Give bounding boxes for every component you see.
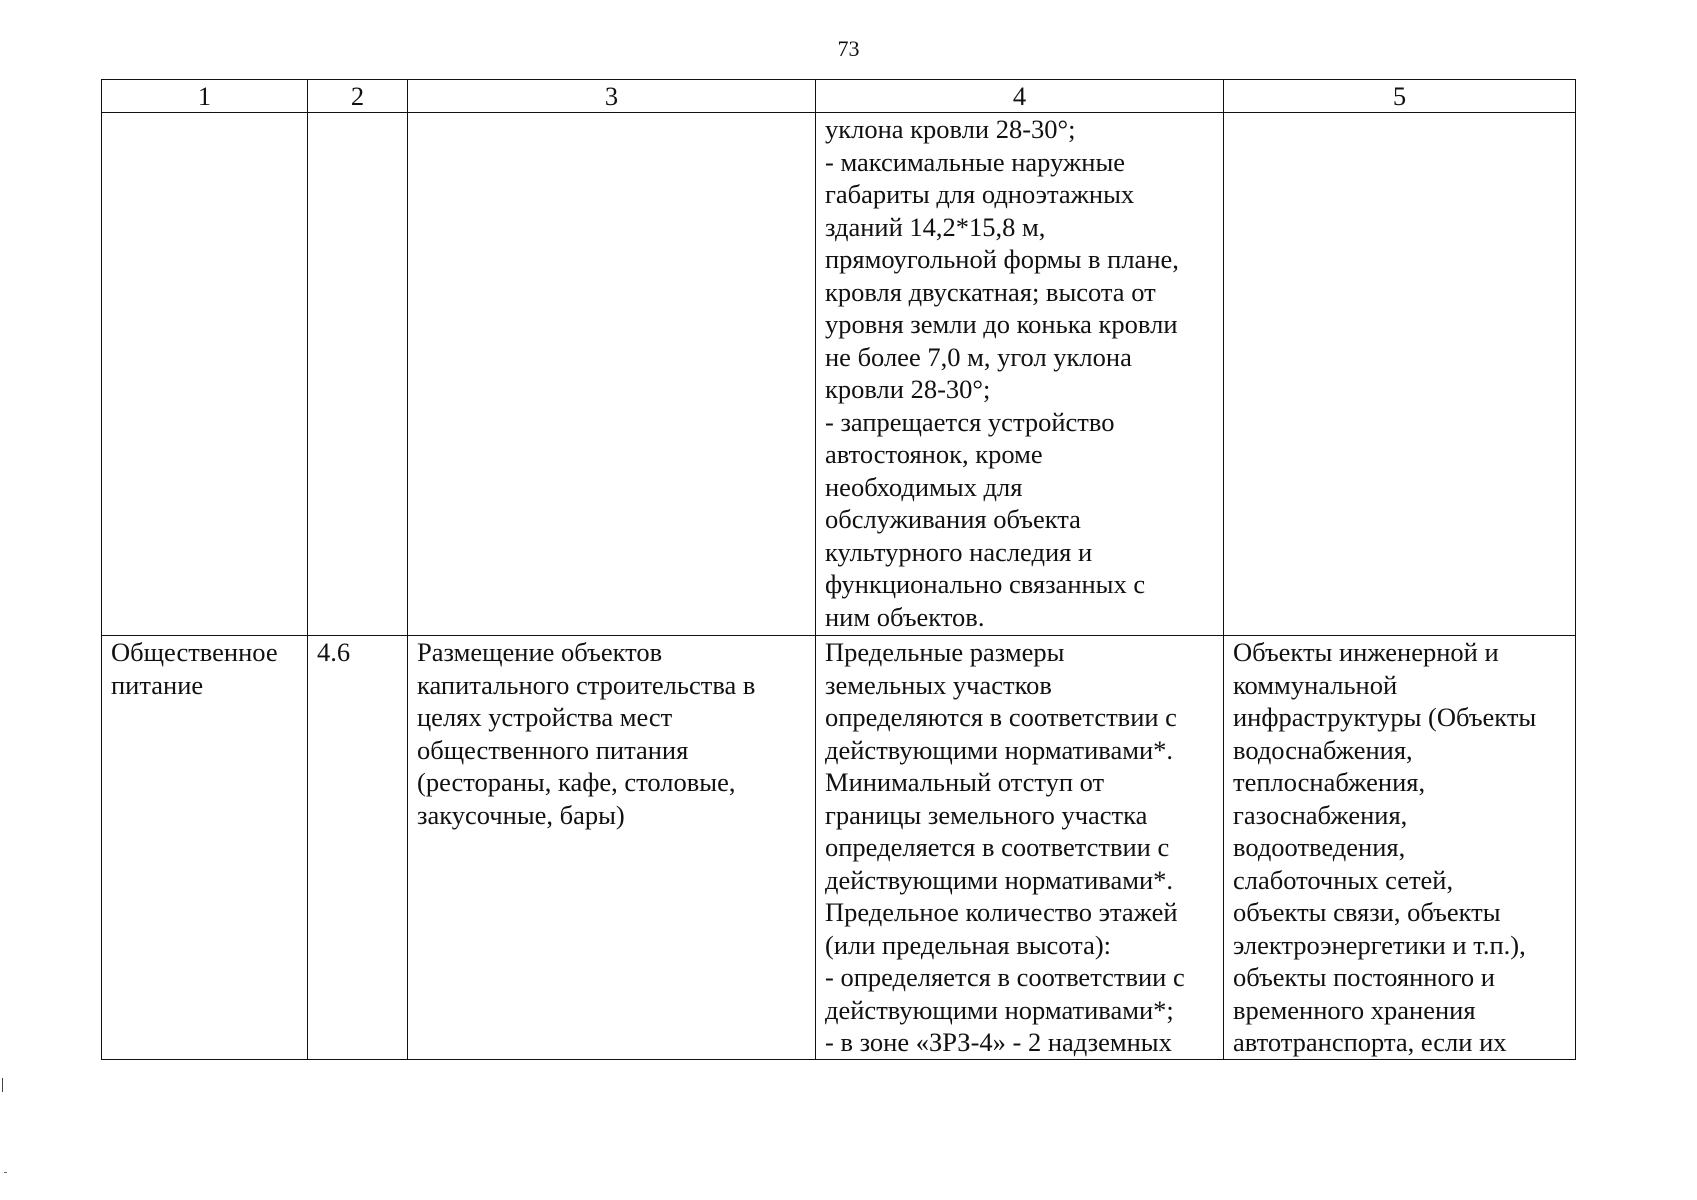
cell-text-line: - определяется в соответствии с <box>825 962 1185 992</box>
cell-text-line: общественного питания <box>417 734 689 765</box>
cell-text-line: объекты постоянного и <box>1233 962 1495 992</box>
column-header-2: 2 <box>308 80 408 113</box>
cell-text-line: земельных участков <box>825 669 1052 700</box>
cell-text-line: ним объектов. <box>825 601 985 632</box>
cell-code <box>308 113 408 636</box>
cell-text-line: коммунальной <box>1233 669 1398 700</box>
cell-text-line: функционально связанных с <box>825 569 1146 599</box>
cell-text-line: границы земельного участка <box>825 799 1148 830</box>
cell-use-type <box>102 636 308 1060</box>
cell-parameters <box>816 636 1224 1060</box>
cell-text-line: (или предельная высота): <box>825 929 1112 960</box>
cell-text-line: автостоянок, кроме <box>825 439 1043 469</box>
cell-auxiliary-uses <box>1224 113 1576 636</box>
table-row-continued <box>102 113 1576 636</box>
column-header-1: 1 <box>102 80 308 113</box>
cell-text-line: закусочные, бары) <box>417 799 625 830</box>
cell-text-line: инфраструктуры (Объекты <box>1233 702 1537 732</box>
page-number: 73 <box>837 36 860 61</box>
cell-text-line: Предельное количество этажей <box>825 897 1178 927</box>
cell-text-line: автотранспорта, если их <box>1233 1027 1507 1057</box>
cell-text-line: капитального строительства в <box>417 669 756 700</box>
cell-text-line: питание <box>111 669 204 700</box>
cell-text-line: определяется в соответствии с <box>825 832 1170 862</box>
cell-use-type <box>102 113 308 636</box>
table-body <box>102 113 1576 1060</box>
cell-text-line: (рестораны, кафе, столовые, <box>417 767 736 797</box>
cell-text-line: прямоугольной формы в плане, <box>825 244 1179 274</box>
cell-text-line: габариты для одноэтажных <box>825 179 1135 209</box>
cell-text-line: уклона кровли 28-30°; <box>825 114 1076 144</box>
cell-text-line: Предельные размеры <box>825 637 1065 667</box>
cell-text-line: объекты связи, объекты <box>1233 897 1501 927</box>
cell-text-line: не более 7,0 м, угол уклона <box>825 341 1132 372</box>
cell-text-line: действующими нормативами*; <box>825 994 1174 1025</box>
scan-artifact-mark <box>2 1078 7 1092</box>
column-header-5: 5 <box>1224 80 1576 113</box>
cell-text-line: теплоснабжения, <box>1233 767 1426 797</box>
table-row-public-catering <box>102 636 1576 1060</box>
regulations-table <box>101 79 1576 1060</box>
cell-text-line: кровли 28-30°; <box>825 374 991 404</box>
cell-text-line: Размещение объектов <box>417 637 663 667</box>
cell-text-line: 4.6 <box>317 637 351 667</box>
scan-artifact-dot <box>4 1172 7 1173</box>
cell-text-line: действующими нормативами*. <box>825 734 1174 765</box>
table-header <box>102 80 1576 113</box>
cell-description <box>408 636 816 1060</box>
cell-text-line: временного хранения <box>1233 994 1476 1025</box>
cell-parameters <box>816 113 1224 636</box>
cell-text-line: обслуживания объекта <box>825 504 1081 534</box>
cell-text-line: кровля двускатная; высота от <box>825 276 1156 307</box>
cell-text-line: водоотведения, <box>1233 832 1406 862</box>
header-row <box>102 80 1576 113</box>
cell-auxiliary-uses <box>1224 636 1576 1060</box>
column-header-4: 4 <box>816 80 1224 113</box>
cell-text-line: Общественное <box>111 637 278 667</box>
column-header-3: 3 <box>408 80 816 113</box>
cell-text-line: газоснабжения, <box>1233 799 1408 830</box>
cell-text-line: зданий 14,2*15,8 м, <box>825 211 1046 242</box>
cell-description <box>408 113 816 636</box>
cell-text-line: - в зоне «ЗРЗ-4» - 2 надземных <box>825 1027 1172 1057</box>
cell-text-line: слаботочных сетей, <box>1233 864 1454 895</box>
cell-text-line: культурного наследия и <box>825 536 1093 567</box>
cell-text-line: - запрещается устройство <box>825 406 1115 437</box>
cell-text-line: электроэнергетики и т.п.), <box>1233 929 1526 960</box>
cell-text-line: действующими нормативами*. <box>825 864 1174 895</box>
cell-text-line: Минимальный отступ от <box>825 767 1105 797</box>
cell-text-line: водоснабжения, <box>1233 734 1413 765</box>
cell-text-line: - максимальные наружные <box>825 146 1126 177</box>
cell-text-line: определяются в соответствии с <box>825 702 1177 732</box>
cell-text-line: уровня земли до конька кровли <box>825 309 1178 339</box>
cell-code <box>308 636 408 1060</box>
cell-text-line: необходимых для <box>825 471 1023 502</box>
cell-text-line: целях устройства мест <box>417 702 673 732</box>
cell-text-line: Объекты инженерной и <box>1233 637 1499 667</box>
